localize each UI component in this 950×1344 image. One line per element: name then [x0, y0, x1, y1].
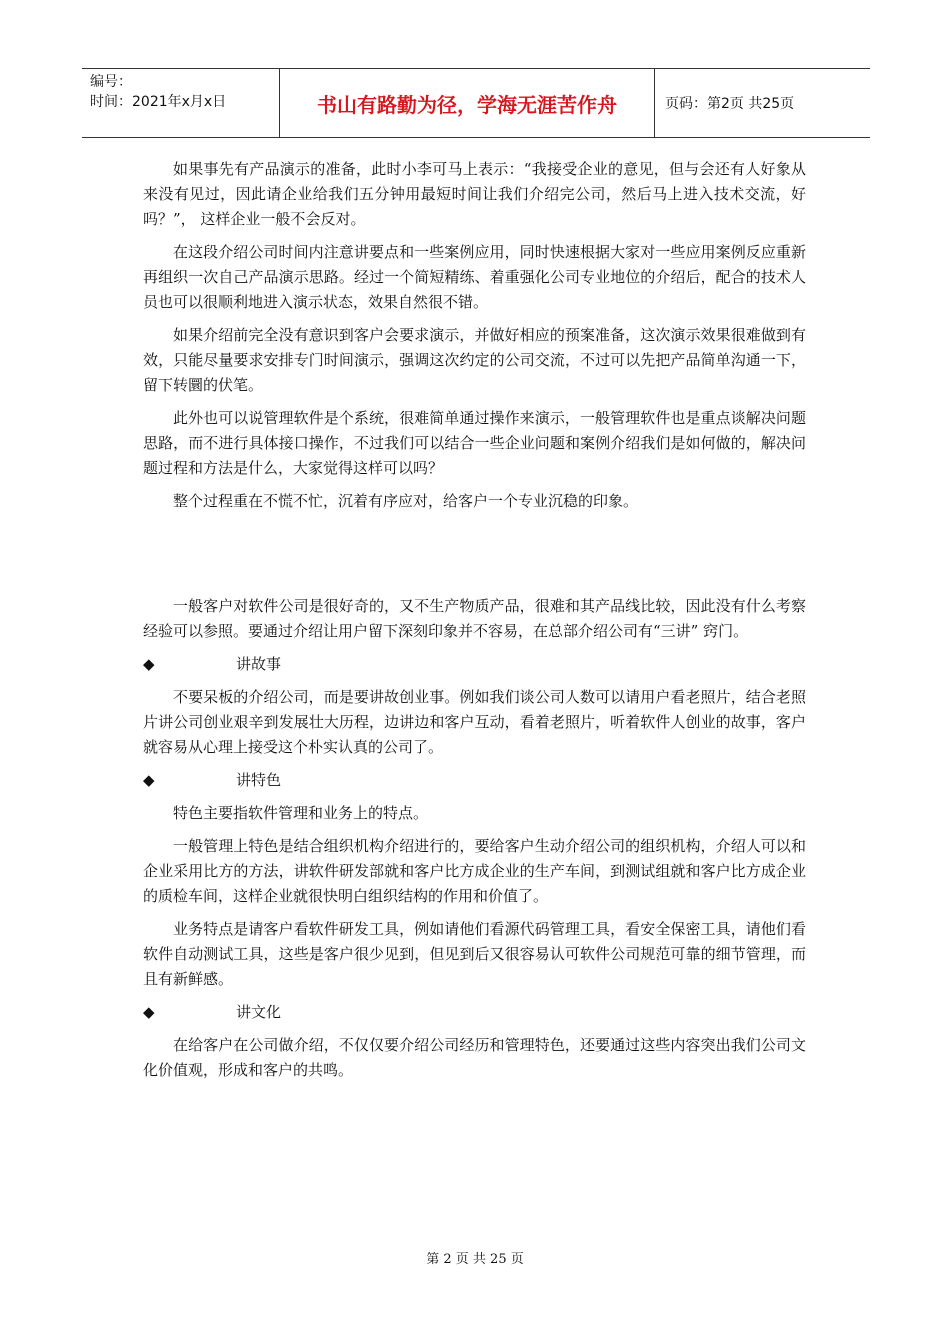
diamond-bullet-icon: ◆ — [143, 1003, 155, 1021]
bullet-label: 讲故事 — [236, 655, 282, 673]
paragraph: 业务特点是请客户看软件研发工具，例如请他们看源代码管理工具，看安全保密工具，请他们看软件自动测试工具，这些是客户很少见到，但见到后又很容易认可软件公司规范可靠的细节管理，而且有新鲜感。 — [143, 920, 806, 988]
paragraph: 一般管理上特色是结合组织机构介绍进行的，要给客户生动介绍公司的组织机构，介绍人可以和企业采用比方的方法，讲软件研发部就和客户比方成企业的生产车间，到测试组就和客户比方成企业的质检车间，这样企业就很快明白组织结构的作用和价值了。 — [143, 837, 806, 905]
bullet-label: 讲特色 — [236, 771, 282, 789]
paragraph: 在这段介绍公司时间内注意讲要点和一些案例应用，同时快速根据大家对一些应用案例反应重新再组织一次自己产品演示思路。经过一个简短精练、着重强化公司专业地位的介绍后，配合的技术人员也可以很顺利地进入演示状态，效果自然很不错。 — [143, 243, 806, 311]
page-footer: 第 2 页 共 25 页 — [426, 1252, 524, 1267]
number-label: 编号： — [90, 74, 132, 90]
paragraph: 此外也可以说管理软件是个系统，很难简单通过操作来演示，一般管理软件也是重点谈解决问题思路，而不进行具体接口操作，不过我们可以结合一些企业问题和案例介绍我们是如何做的，解决问题过程和方法是什么，大家觉得这样可以吗？ — [143, 409, 806, 477]
document-body — [143, 157, 806, 1091]
paragraph: 整个过程重在不慌不忙，沉着有序应对，给客户一个专业沉稳的印象。 — [173, 492, 639, 510]
bullet-label: 讲文化 — [236, 1003, 282, 1021]
diamond-bullet-icon: ◆ — [143, 655, 155, 673]
bullet-item — [143, 1000, 806, 1025]
section-gap — [143, 522, 806, 594]
bullet-item — [143, 652, 806, 677]
diamond-bullet-icon: ◆ — [143, 771, 155, 789]
header-meta — [82, 69, 280, 137]
paragraph: 不要呆板的介绍公司，而是要讲故创业事。例如我们谈公司人数可以请用户看老照片，结合老照片讲公司创业艰辛到发展壮大历程，边讲边和客户互动，看着老照片，听着软件人创业的故事，客户就容易从心理上接受这个朴实认真的公司了。 — [143, 688, 806, 756]
paragraph: 如果介绍前完全没有意识到客户会要求演示，并做好相应的预案准备，这次演示效果很难做到有效，只能尽量要求安排专门时间演示，强调这次约定的公司交流，不过可以先把产品简单沟通一下，留下转圜的伏笔。 — [143, 326, 806, 394]
paragraph: 在给客户在公司做介绍，不仅仅要介绍公司经历和管理特色，还要通过这些内容突出我们公司文化价值观，形成和客户的共鸣。 — [143, 1036, 806, 1079]
page-header — [82, 68, 870, 138]
paragraph: 如果事先有产品演示的准备，此时小李可马上表示：“我接受企业的意见，但与会还有人好象从来没有见过，因此请企业给我们五分钟用最短时间让我们介绍完公司，然后马上进入技术交流，好吗？”， 这样企业一般不会反对。 — [143, 160, 806, 228]
header-page-info: 页码：第2页 共25页 — [665, 96, 795, 112]
time-label: 时间：2021年x月x日 — [90, 94, 227, 110]
bullet-item — [143, 768, 806, 793]
header-motto: 书山有路勤为径，学海无涯苦作舟 — [280, 69, 655, 137]
paragraph: 一般客户对软件公司是很好奇的，又不生产物质产品，很难和其产品线比较，因此没有什么考察经验可以参照。要通过介绍让用户留下深刻印象并不容易，在总部介绍公司有“三讲” 窍门。 — [143, 597, 806, 640]
paragraph: 特色主要指软件管理和业务上的特点。 — [173, 804, 429, 822]
